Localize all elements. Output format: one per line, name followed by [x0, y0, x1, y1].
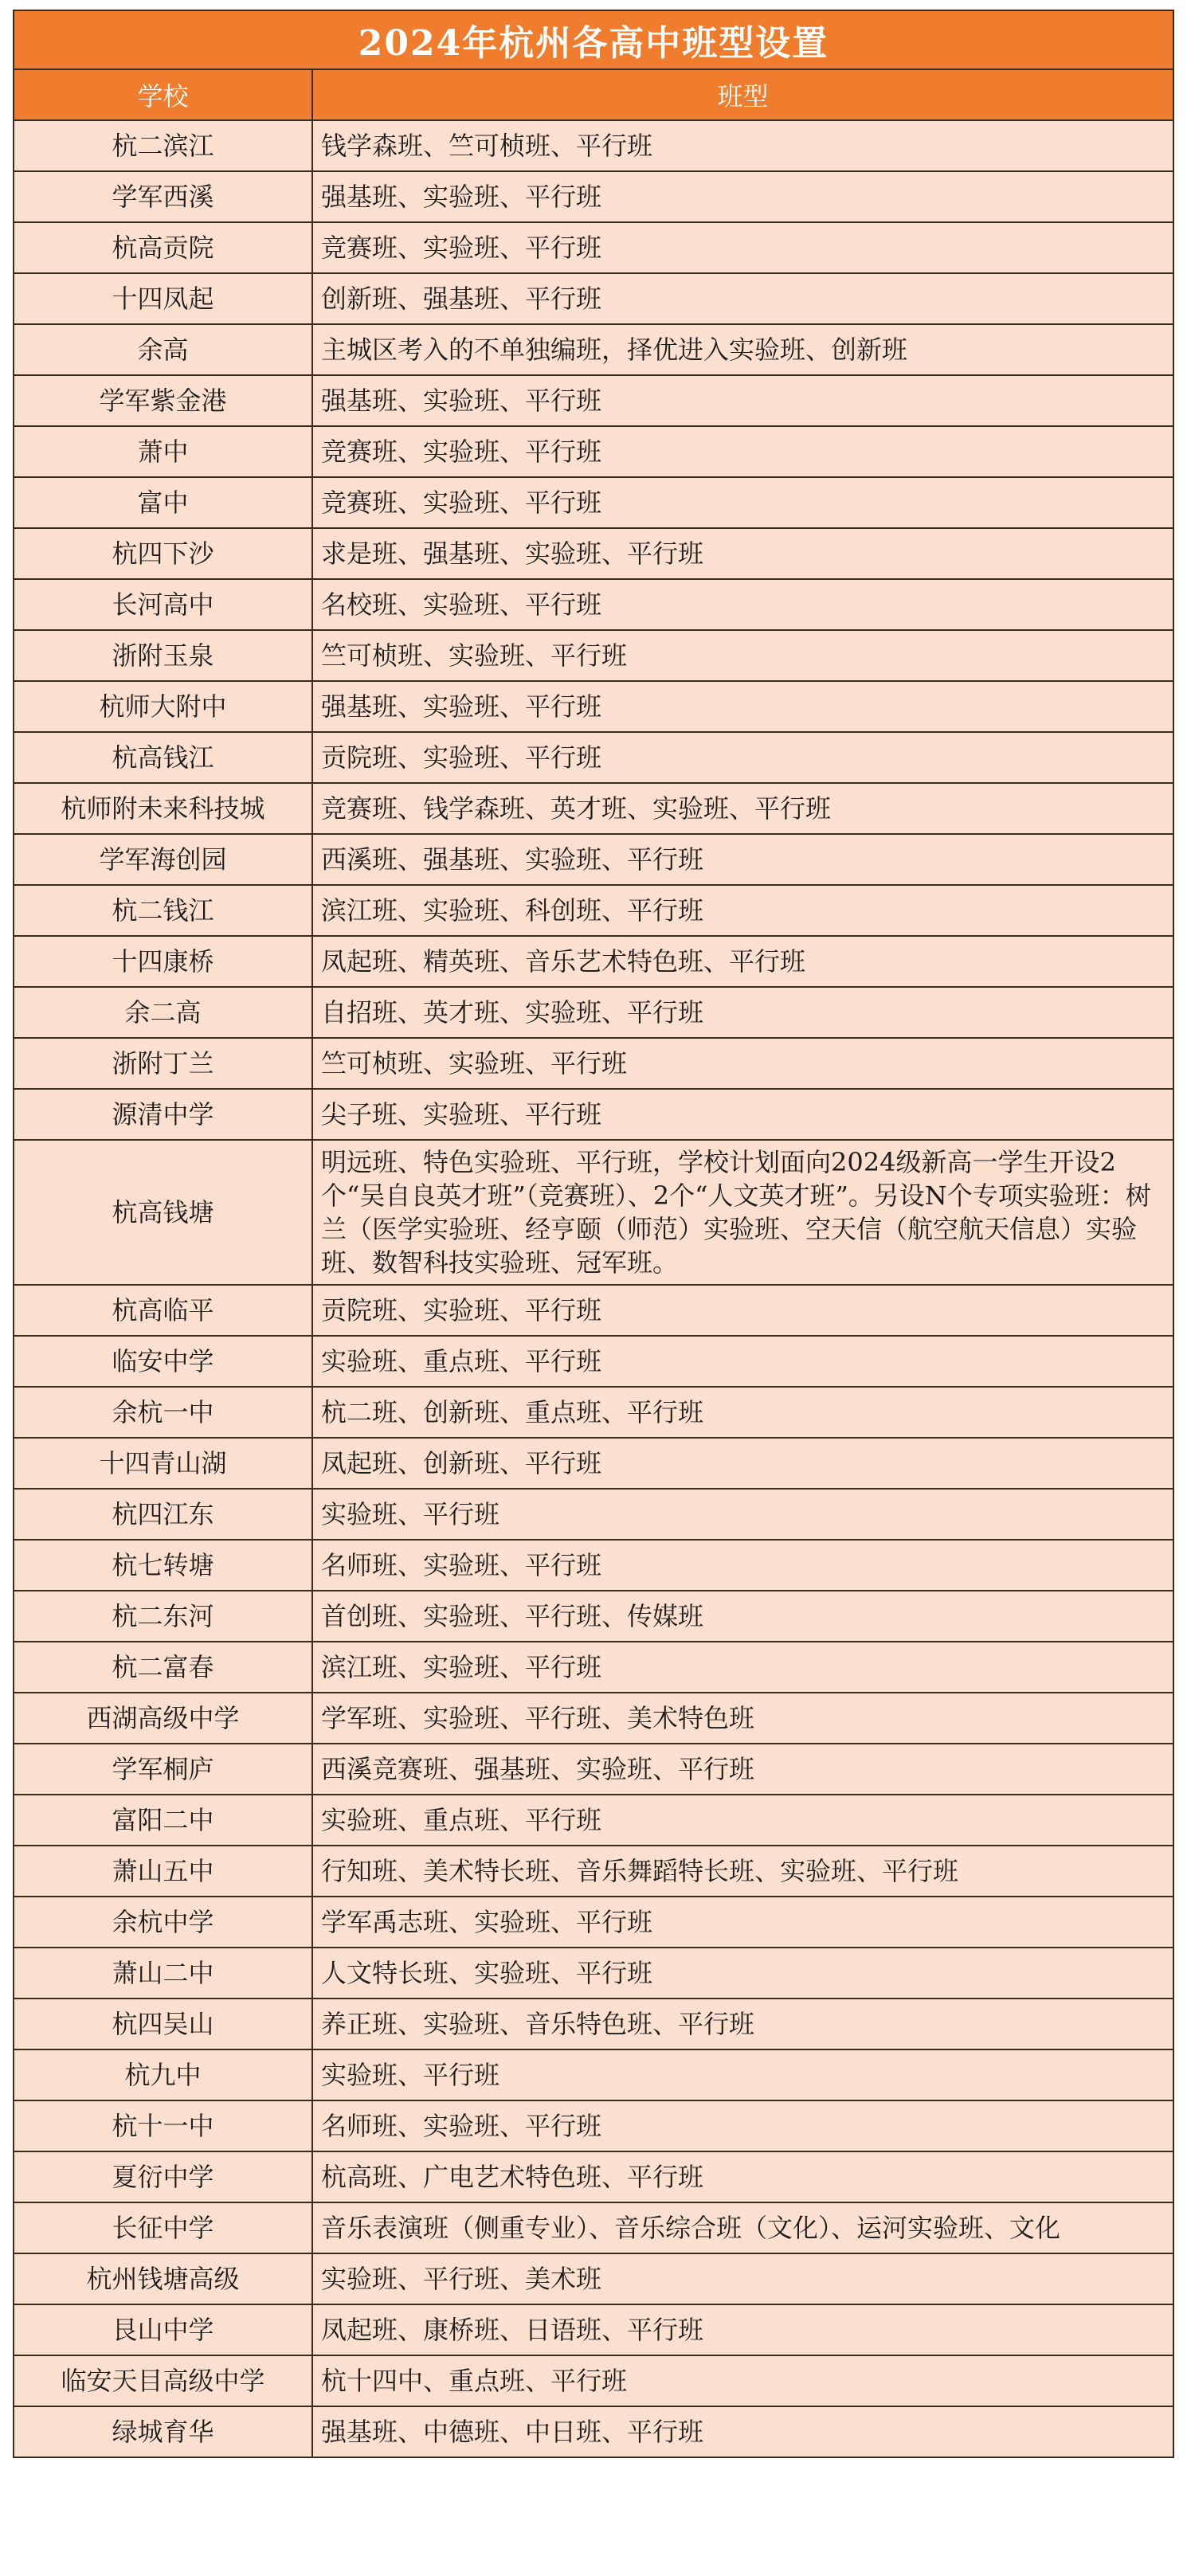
class-types-cell: 主城区考入的不单独编班，择优进入实验班、创新班 [312, 324, 1173, 375]
class-types-cell: 实验班、平行班、美术班 [312, 2253, 1173, 2304]
class-types-cell: 名校班、实验班、平行班 [312, 579, 1173, 630]
class-types-cell: 竞赛班、实验班、平行班 [312, 426, 1173, 477]
class-types-cell: 竺可桢班、实验班、平行班 [312, 1038, 1173, 1089]
class-types-cell: 养正班、实验班、音乐特色班、平行班 [312, 1999, 1173, 2049]
table-row [14, 2151, 1173, 2202]
table-row [14, 834, 1173, 885]
class-types-cell: 实验班、重点班、平行班 [312, 1795, 1173, 1846]
school-cell: 十四凤起 [14, 273, 312, 324]
class-types-cell: 竞赛班、实验班、平行班 [312, 477, 1173, 528]
class-types-cell: 实验班、平行班 [312, 2049, 1173, 2100]
school-cell: 余杭一中 [14, 1387, 312, 1438]
class-types-cell: 凤起班、康桥班、日语班、平行班 [312, 2304, 1173, 2355]
school-cell: 临安天目高级中学 [14, 2355, 312, 2406]
table-row [14, 1591, 1173, 1642]
class-type-table-sheet [13, 10, 1174, 2458]
class-types-cell: 西溪竞赛班、强基班、实验班、平行班 [312, 1744, 1173, 1795]
school-cell: 杭二滨江 [14, 120, 312, 171]
school-cell: 学军紫金港 [14, 375, 312, 426]
class-types-cell: 强基班、实验班、平行班 [312, 375, 1173, 426]
header-school: 学校 [14, 70, 312, 120]
table-row [14, 1038, 1173, 1089]
class-types-cell: 杭十四中、重点班、平行班 [312, 2355, 1173, 2406]
school-cell: 杭四吴山 [14, 1999, 312, 2049]
class-types-cell: 凤起班、精英班、音乐艺术特色班、平行班 [312, 936, 1173, 987]
school-cell: 萧中 [14, 426, 312, 477]
class-types-cell: 行知班、美术特长班、音乐舞蹈特长班、实验班、平行班 [312, 1846, 1173, 1897]
school-cell: 长河高中 [14, 579, 312, 630]
table-row [14, 1897, 1173, 1948]
school-cell: 长征中学 [14, 2202, 312, 2253]
school-cell: 萧山五中 [14, 1846, 312, 1897]
table-header [14, 70, 1173, 120]
class-types-cell: 滨江班、实验班、科创班、平行班 [312, 885, 1173, 936]
class-types-cell: 贡院班、实验班、平行班 [312, 1285, 1173, 1336]
school-cell: 杭高临平 [14, 1285, 312, 1336]
class-types-cell: 尖子班、实验班、平行班 [312, 1089, 1173, 1140]
table-title: 2024年杭州各高中班型设置 [14, 11, 1173, 70]
school-cell: 余二高 [14, 987, 312, 1038]
class-types-cell: 学军班、实验班、平行班、美术特色班 [312, 1693, 1173, 1744]
school-cell: 杭十一中 [14, 2100, 312, 2151]
school-cell: 杭九中 [14, 2049, 312, 2100]
table-row [14, 1336, 1173, 1387]
table-row [14, 579, 1173, 630]
table-row [14, 2100, 1173, 2151]
table-body [14, 120, 1173, 2457]
class-types-cell: 音乐表演班（侧重专业）、音乐综合班（文化）、运河实验班、文化 [312, 2202, 1173, 2253]
class-types-cell: 竞赛班、钱学森班、英才班、实验班、平行班 [312, 783, 1173, 834]
school-cell: 余高 [14, 324, 312, 375]
table-row [14, 1642, 1173, 1693]
table-row [14, 1693, 1173, 1744]
table-row [14, 2304, 1173, 2355]
school-cell: 杭高钱江 [14, 732, 312, 783]
class-types-cell: 实验班、平行班 [312, 1489, 1173, 1540]
school-cell: 杭四江东 [14, 1489, 312, 1540]
class-types-cell: 强基班、中德班、中日班、平行班 [312, 2406, 1173, 2457]
school-cell: 学军海创园 [14, 834, 312, 885]
class-types-cell: 凤起班、创新班、平行班 [312, 1438, 1173, 1489]
school-cell: 浙附玉泉 [14, 630, 312, 681]
class-types-cell: 强基班、实验班、平行班 [312, 681, 1173, 732]
class-types-cell: 名师班、实验班、平行班 [312, 1540, 1173, 1591]
table-row [14, 630, 1173, 681]
class-types-cell: 首创班、实验班、平行班、传媒班 [312, 1591, 1173, 1642]
table-row [14, 2253, 1173, 2304]
class-types-cell: 竞赛班、实验班、平行班 [312, 222, 1173, 273]
school-cell: 夏衍中学 [14, 2151, 312, 2202]
table-row [14, 222, 1173, 273]
table-row [14, 885, 1173, 936]
table-row [14, 1744, 1173, 1795]
table-row [14, 1795, 1173, 1846]
table-row [14, 1846, 1173, 1897]
school-cell: 杭二富春 [14, 1642, 312, 1693]
table-row [14, 2406, 1173, 2457]
table-row [14, 375, 1173, 426]
school-cell: 富中 [14, 477, 312, 528]
table-row [14, 1140, 1173, 1285]
school-cell: 杭高钱塘 [14, 1140, 312, 1285]
header-class-types: 班型 [312, 70, 1173, 120]
school-cell: 余杭中学 [14, 1897, 312, 1948]
school-cell: 杭州钱塘高级 [14, 2253, 312, 2304]
table-row [14, 426, 1173, 477]
table-row [14, 324, 1173, 375]
table-row [14, 987, 1173, 1038]
class-types-cell: 自招班、英才班、实验班、平行班 [312, 987, 1173, 1038]
table-row [14, 273, 1173, 324]
school-cell: 源清中学 [14, 1089, 312, 1140]
table-row [14, 2049, 1173, 2100]
class-types-cell: 竺可桢班、实验班、平行班 [312, 630, 1173, 681]
table-row [14, 1489, 1173, 1540]
table-row [14, 783, 1173, 834]
table-row [14, 936, 1173, 987]
table-row [14, 1387, 1173, 1438]
table-row [14, 1948, 1173, 1999]
class-types-cell: 钱学森班、竺可桢班、平行班 [312, 120, 1173, 171]
school-cell: 富阳二中 [14, 1795, 312, 1846]
table-row [14, 681, 1173, 732]
school-cell: 西湖高级中学 [14, 1693, 312, 1744]
table-row [14, 120, 1173, 171]
class-types-cell: 创新班、强基班、平行班 [312, 273, 1173, 324]
class-types-cell: 人文特长班、实验班、平行班 [312, 1948, 1173, 1999]
school-cell: 十四青山湖 [14, 1438, 312, 1489]
school-cell: 杭二东河 [14, 1591, 312, 1642]
school-cell: 绿城育华 [14, 2406, 312, 2457]
class-type-table [14, 70, 1173, 2457]
school-cell: 杭七转塘 [14, 1540, 312, 1591]
table-row [14, 528, 1173, 579]
table-row [14, 1089, 1173, 1140]
class-types-cell: 学军禹志班、实验班、平行班 [312, 1897, 1173, 1948]
table-row [14, 732, 1173, 783]
class-types-cell: 明远班、特色实验班、平行班，学校计划面向2024级新高一学生开设2个“吴自良英才班”（竞赛班）、2个“人文英才班”。另设N个专项实验班：树兰（医学实验班、经亨颐（师范）实验班、空天信（航空航天信息）实验班、数智科技实验班、冠军班。 [312, 1140, 1173, 1285]
school-cell: 学军西溪 [14, 171, 312, 222]
school-cell: 杭师大附中 [14, 681, 312, 732]
school-cell: 十四康桥 [14, 936, 312, 987]
class-types-cell: 贡院班、实验班、平行班 [312, 732, 1173, 783]
school-cell: 浙附丁兰 [14, 1038, 312, 1089]
table-row [14, 1438, 1173, 1489]
school-cell: 临安中学 [14, 1336, 312, 1387]
class-types-cell: 滨江班、实验班、平行班 [312, 1642, 1173, 1693]
class-types-cell: 西溪班、强基班、实验班、平行班 [312, 834, 1173, 885]
school-cell: 艮山中学 [14, 2304, 312, 2355]
table-row [14, 171, 1173, 222]
table-row [14, 1285, 1173, 1336]
school-cell: 萧山二中 [14, 1948, 312, 1999]
class-types-cell: 杭高班、广电艺术特色班、平行班 [312, 2151, 1173, 2202]
school-cell: 杭师附未来科技城 [14, 783, 312, 834]
school-cell: 杭高贡院 [14, 222, 312, 273]
class-types-cell: 求是班、强基班、实验班、平行班 [312, 528, 1173, 579]
table-row [14, 2202, 1173, 2253]
header-row [14, 70, 1173, 120]
class-types-cell: 杭二班、创新班、重点班、平行班 [312, 1387, 1173, 1438]
class-types-cell: 强基班、实验班、平行班 [312, 171, 1173, 222]
school-cell: 杭四下沙 [14, 528, 312, 579]
class-types-cell: 名师班、实验班、平行班 [312, 2100, 1173, 2151]
class-types-cell: 实验班、重点班、平行班 [312, 1336, 1173, 1387]
table-row [14, 1540, 1173, 1591]
school-cell: 杭二钱江 [14, 885, 312, 936]
school-cell: 学军桐庐 [14, 1744, 312, 1795]
table-row [14, 477, 1173, 528]
table-row [14, 1999, 1173, 2049]
table-row [14, 2355, 1173, 2406]
